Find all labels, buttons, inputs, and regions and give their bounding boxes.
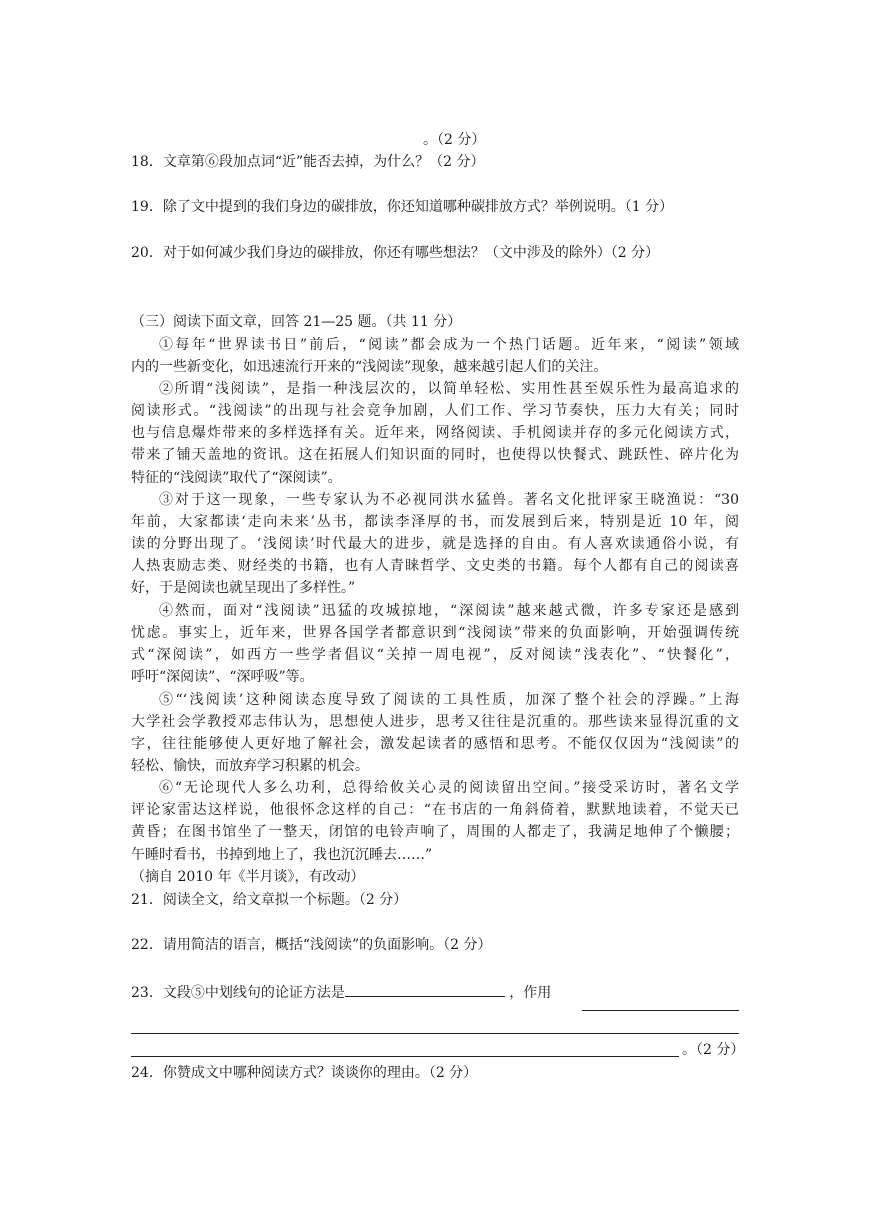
question-19: 19．除了文中提到的我们身边的碳排放，你还知道哪种碳排放方式？举例说明。（1 分） [131, 199, 674, 215]
question-23-end-mark: 。（2 分） [682, 1042, 745, 1058]
paragraph-6-line: 午睡时看书，书掉到地上了，我也沉沉睡去……” [131, 847, 433, 863]
paragraph-3-line: 好，于是阅读也就呈现出了多样性。” [131, 580, 356, 596]
paragraph-2-line: 特征的“浅阅读”取代了“深阅读”。 [131, 470, 342, 486]
paragraph-5-line: 大学社会学教授邓志伟认为，思想使人进步，思考又往往是沉重的。那些读来显得沉重的文 [131, 714, 739, 730]
question-21: 21．阅读全文，给文章拟一个标题。（2 分） [131, 892, 408, 908]
paragraph-3-line: 年前，大家都读‘走向未来’丛书，都读李泽厚的书，而发展到后来，特别是近 10 年，阅 [131, 514, 739, 530]
question-18: 18．文章第⑥段加点词“近”能否去掉，为什么？（2 分） [131, 154, 485, 170]
source-citation: （摘自 2010 年《半月谈》，有改动） [131, 869, 365, 885]
paragraph-1-line: 内的一些新变化，如迅速流行开来的“浅阅读”现象，越来越引起人们的关注。 [131, 359, 608, 375]
paragraph-4-line: ④然而，面对“浅阅读”迅猛的攻城掠地，“深阅读”越来越式微，许多专家还是感到 [159, 603, 739, 619]
paragraph-4-line: 忧虑。事实上，近年来，世界各国学者都意识到“浅阅读”带来的负面影响，开始强调传统 [131, 625, 739, 641]
paragraph-2-line: ②所谓“浅阅读”，是指一种浅层次的，以简单轻松、实用性甚至娱乐性为最高追求的 [159, 381, 739, 397]
question-24: 24．你赞成文中哪种阅读方式？谈谈你的理由。（2 分） [131, 1065, 478, 1081]
question-20: 20．对于如何减少我们身边的碳排放，你还有哪些想法？（文中涉及的除外）（2 分） [131, 245, 660, 261]
paragraph-4-line: 呼吁“深阅读”、“深呼吸”等。 [131, 669, 314, 685]
paragraph-3-line: 人热衷励志类、财经类的书籍，也有人青睐哲学、文史类的书籍。每个人都有自己的阅读喜 [131, 558, 739, 574]
answer-line[interactable] [131, 1056, 679, 1057]
paragraph-4-line: 式“深阅读”，如西方一些学者倡议“关掉一周电视”，反对阅读“浅表化”、“快餐化”， [131, 647, 739, 663]
paragraph-6-line: ⑥“无论现代人多么功利，总得给攸关心灵的阅读留出空间。”接受采访时，著名文学 [159, 780, 739, 796]
paragraph-3-line: 读的分野出现了。‘浅阅读’时代最大的进步，就是选择的自由。有人喜欢读通俗小说，有 [131, 536, 739, 552]
paragraph-2-line: 阅读形式。“浅阅读”的出现与社会竞争加剧，人们工作、学习节奏快，压力大有关；同时 [131, 403, 739, 419]
paragraph-5-line: 轻松、愉快，而放弃学习积累的机会。 [131, 758, 369, 774]
answer-line-end-mark: 。（2 分） [423, 132, 486, 148]
question-23 [131, 982, 551, 1002]
paragraph-2-line: 也与信息爆炸带来的多样选择有关。近年来，网络阅读、手机阅读并存的多元化阅读方式， [131, 425, 739, 441]
paragraph-1-line: ①每年“世界读书日”前后，“阅读”都会成为一个热门话题。近年来，“阅读”领域 [159, 337, 739, 353]
paragraph-5-line: 字，往往能够使人更好地了解社会，激发起读者的感悟和思考。不能仅仅因为“浅阅读”的 [131, 736, 739, 752]
question-22: 22．请用简洁的语言，概括“浅阅读”的负面影响。（2 分） [131, 937, 492, 953]
answer-blank-effect[interactable] [582, 1010, 739, 1011]
paragraph-6-line: 黄昏；在图书馆坐了一整天，闭馆的电铃声响了，周围的人都走了，我满足地伸了个懒腰； [131, 824, 739, 840]
question-23-prefix: 23．文段⑤中划线句的论证方法是 [131, 985, 345, 1001]
question-23-mid: ，作用 [509, 985, 552, 1001]
paragraph-5-line: ⑤“‘浅阅读’这种阅读态度导致了阅读的工具性质，加深了整个社会的浮躁。”上海 [159, 692, 739, 708]
answer-blank-method[interactable] [345, 982, 505, 997]
section-title: （三）阅读下面文章，回答 21—25 题。（共 11 分） [131, 314, 462, 330]
paragraph-3-line: ③对于这一现象，一些专家认为不必视同洪水猛兽。著名文化批评家王晓渔说：“30 [159, 492, 739, 508]
paragraph-6-line: 评论家雷达这样说，他很怀念这样的自己：“在书店的一角斜倚着，默默地读着，不觉天已 [131, 802, 739, 818]
answer-line[interactable] [131, 1033, 739, 1034]
paragraph-2-line: 带来了铺天盖地的资讯。这在拓展人们知识面的同时，也使得以快餐式、跳跃性、碎片化为 [131, 447, 739, 463]
